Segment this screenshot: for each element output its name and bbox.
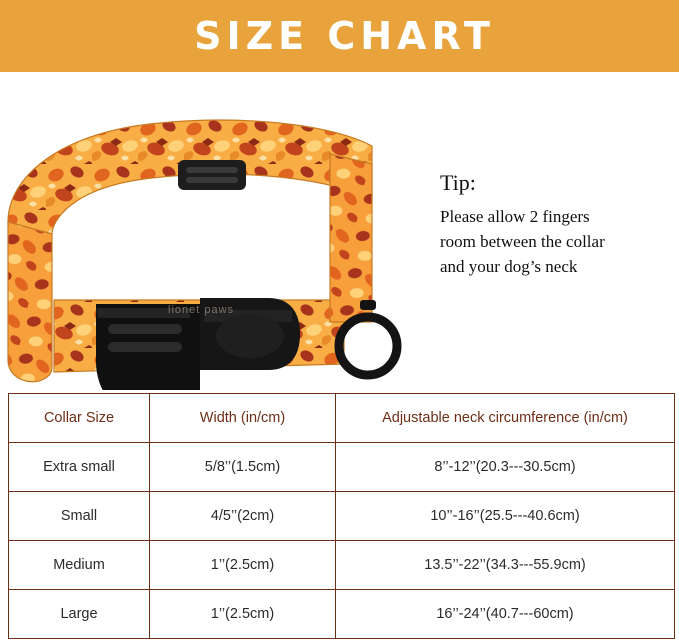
table-row bbox=[9, 541, 675, 590]
table-row bbox=[9, 492, 675, 541]
cell-size: Extra small bbox=[9, 443, 150, 492]
header-banner bbox=[0, 0, 679, 72]
collar-right-strap bbox=[330, 154, 372, 322]
tip-line-2: room between the collar bbox=[440, 232, 605, 251]
tip-line-1: Please allow 2 fingers bbox=[440, 207, 590, 226]
tip-title: Tip: bbox=[440, 170, 476, 195]
collar-slider-hardware bbox=[178, 160, 246, 190]
header-neck-circumference: Adjustable neck circumference (in/cm) bbox=[336, 394, 675, 443]
page-title: SIZE CHART bbox=[194, 14, 495, 58]
cell-width: 5/8’’(1.5cm) bbox=[150, 443, 336, 492]
size-table bbox=[8, 393, 675, 639]
dog-collar-image bbox=[0, 72, 430, 390]
brand-label: lionet paws bbox=[168, 304, 235, 316]
cell-size: Medium bbox=[9, 541, 150, 590]
cell-neck: 8’’-12’’(20.3---30.5cm) bbox=[336, 443, 675, 492]
table-row bbox=[9, 590, 675, 639]
cell-width: 1’’(2.5cm) bbox=[150, 541, 336, 590]
cell-neck: 10’’-16’’(25.5---40.6cm) bbox=[336, 492, 675, 541]
cell-size: Large bbox=[9, 590, 150, 639]
tip-line-3: and your dog’s neck bbox=[440, 257, 578, 276]
size-table-body bbox=[9, 443, 675, 639]
cell-neck: 13.5’’-22’’(34.3---55.9cm) bbox=[336, 541, 675, 590]
header-width: Width (in/cm) bbox=[150, 394, 336, 443]
header-collar-size: Collar Size bbox=[9, 394, 150, 443]
collar-illustration bbox=[0, 72, 430, 390]
size-table-head bbox=[9, 394, 675, 443]
table-header-row bbox=[9, 394, 675, 443]
header-inner bbox=[0, 0, 679, 72]
tip-block bbox=[440, 170, 676, 279]
collar-left-strap bbox=[8, 222, 52, 382]
cell-width: 4/5’’(2cm) bbox=[150, 492, 336, 541]
cell-size: Small bbox=[9, 492, 150, 541]
cell-width: 1’’(2.5cm) bbox=[150, 590, 336, 639]
table-row bbox=[9, 443, 675, 492]
product-image-area bbox=[0, 72, 679, 390]
cell-neck: 16’’-24’’(40.7---60cm) bbox=[336, 590, 675, 639]
